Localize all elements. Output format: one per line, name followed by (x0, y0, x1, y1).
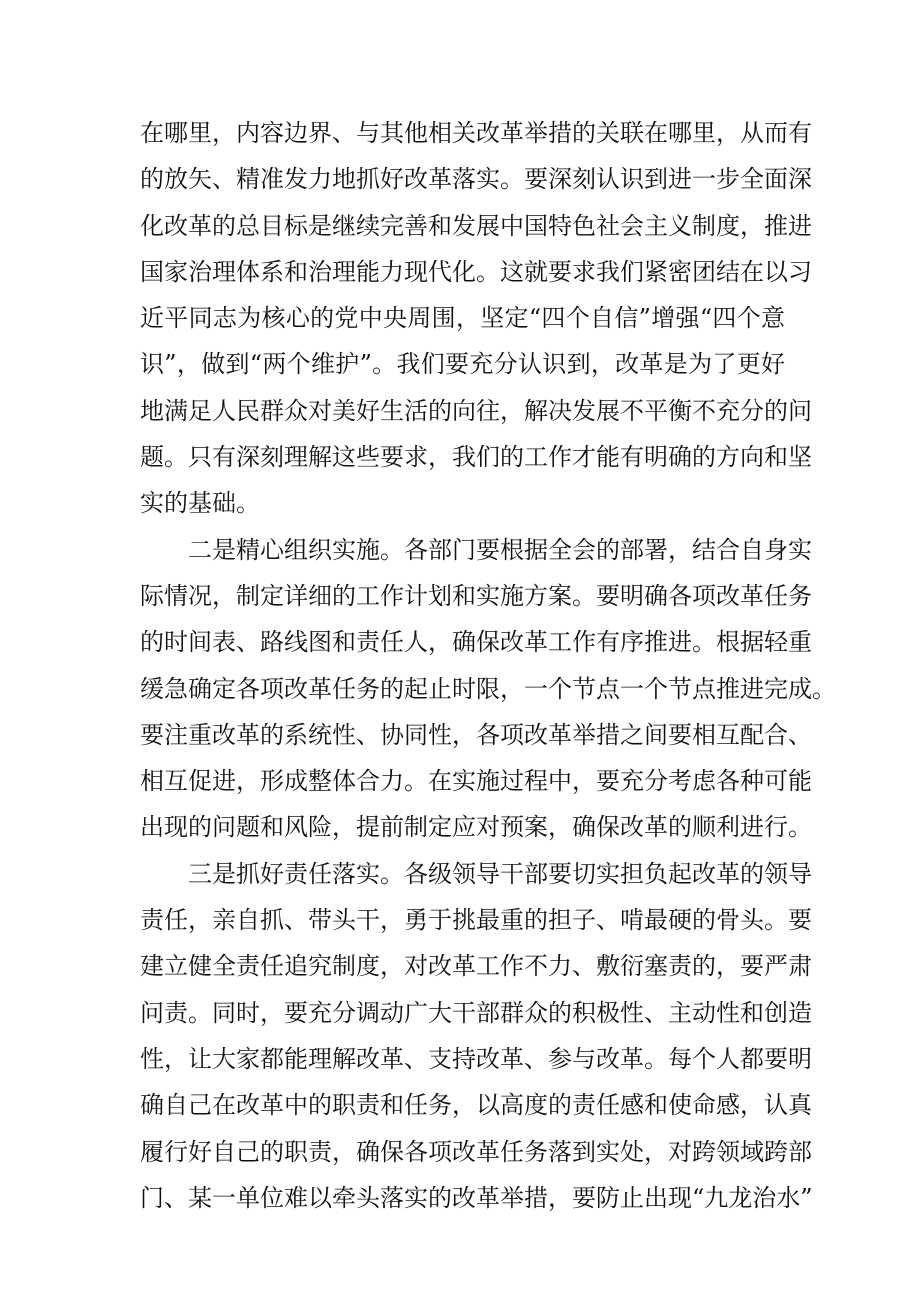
text-line: 性，让大家都能理解改革、支持改革、参与改革。每个人都要明 (140, 1044, 812, 1073)
text-line: 近平同志为核心的党中央周围，坚定“四个自信”增强“四个意 (140, 304, 785, 333)
text-line: 问责。同时，要充分调动广大干部群众的积极性、主动性和创造 (140, 998, 812, 1027)
paragraph-start-line: 三是抓好责任落实。各级领导干部要切实担负起改革的领导 (188, 859, 812, 888)
text-line: 建立健全责任追究制度，对改革工作不力、敷衍塞责的，要严肃 (140, 952, 812, 981)
text-line: 际情况，制定详细的工作计划和实施方案。要明确各项改革任务 (140, 581, 812, 610)
body-text (140, 110, 836, 1221)
paragraph-start-line: 二是精心组织实施。各部门要根据全会的部署，结合自身实 (188, 535, 812, 564)
text-line: 的时间表、路线图和责任人，确保改革工作有序推进。根据轻重 (140, 628, 812, 657)
text-line: 出现的问题和风险，提前制定应对预案，确保改革的顺利进行。 (140, 813, 812, 842)
text-line: 缓急确定各项改革任务的起止时限，一个节点一个节点推进完成。 (140, 674, 836, 703)
text-line: 要注重改革的系统性、协同性，各项改革举措之间要相互配合、 (140, 720, 812, 749)
text-line: 地满足人民群众对美好生活的向往，解决发展不平衡不充分的问 (140, 396, 812, 425)
text-line: 国家治理体系和治理能力现代化。这就要求我们紧密团结在以习 (140, 257, 812, 286)
text-line: 的放矢、精准发力地抓好改革落实。要深刻认识到进一步全面深 (140, 165, 812, 194)
text-line: 化改革的总目标是继续完善和发展中国特色社会主义制度，推进 (140, 211, 812, 240)
text-line: 责任，亲自抓、带头干，勇于挑最重的担子、啃最硬的骨头。要 (140, 906, 812, 935)
text-line: 确自己在改革中的职责和任务，以高度的责任感和使命感，认真 (140, 1091, 812, 1120)
text-line: 在哪里，内容边界、与其他相关改革举措的关联在哪里，从而有 (140, 119, 812, 147)
text-line: 实的基础。 (140, 489, 260, 518)
text-line: 门、某一单位难以牵头落实的改革举措，要防止出现“九龙治水” (140, 1183, 813, 1212)
text-line: 相互促进，形成整体合力。在实施过程中，要充分考虑各种可能 (140, 767, 812, 796)
text-line: 识”，做到“两个维护”。我们要充分认识到，改革是为了更好 (140, 350, 785, 379)
text-line: 履行好自己的职责，确保各项改革任务落到实处，对跨领域跨部 (140, 1137, 812, 1166)
text-line: 题。只有深刻理解这些要求，我们的工作才能有明确的方向和坚 (140, 443, 812, 472)
